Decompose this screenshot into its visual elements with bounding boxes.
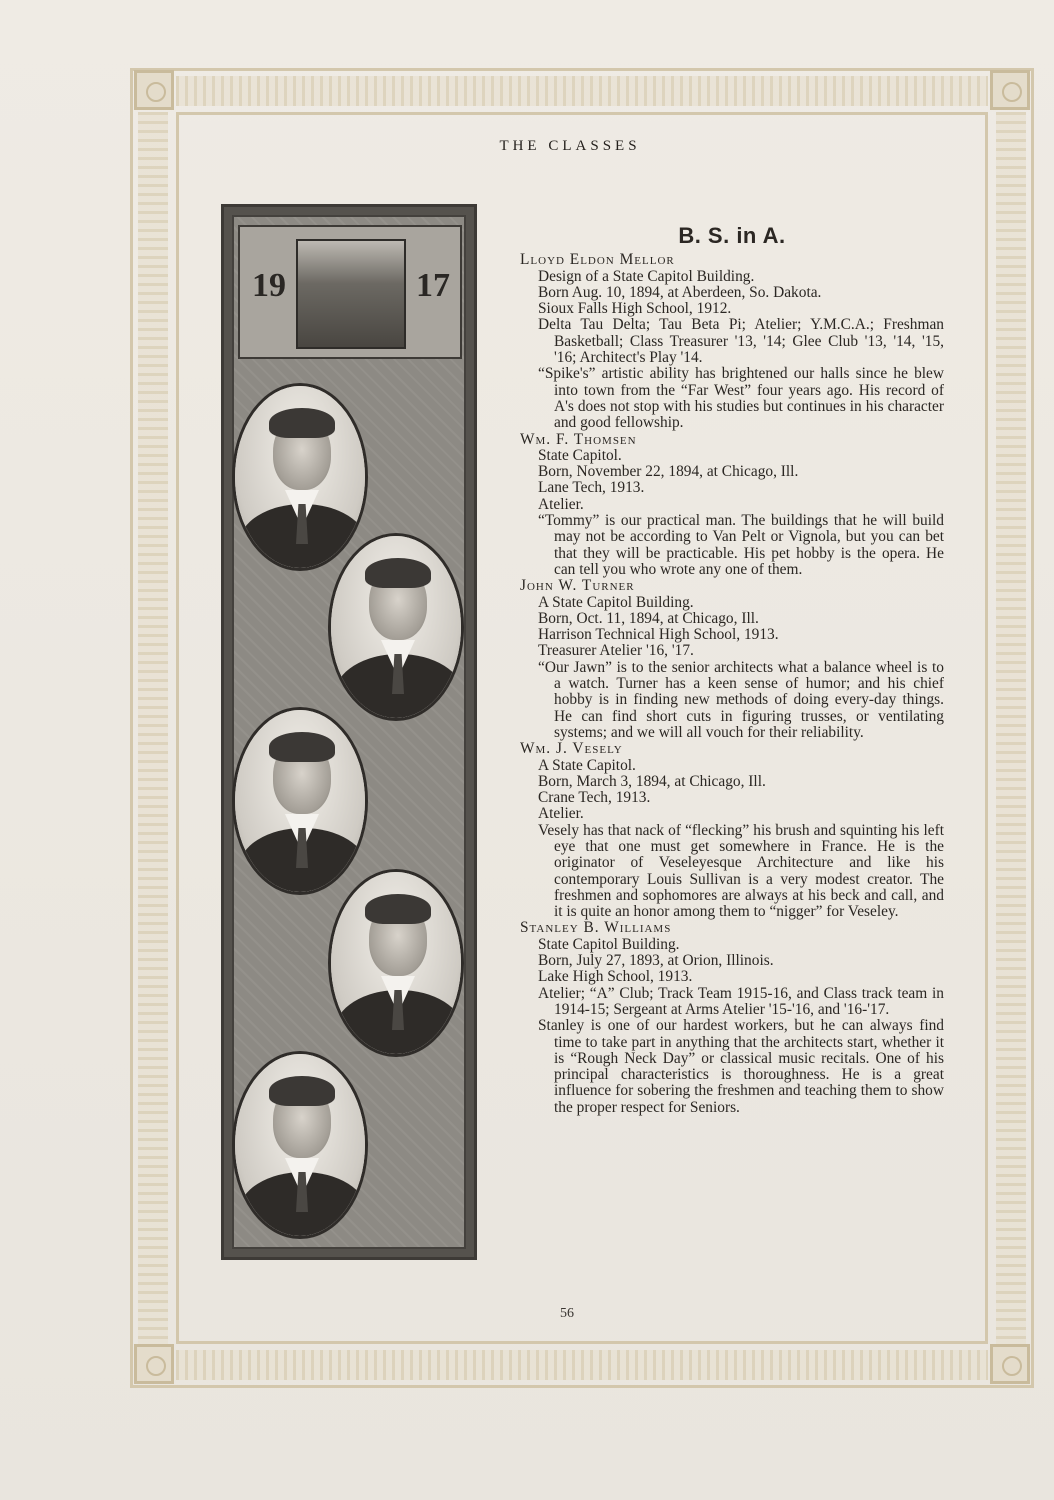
entry-name: Lloyd Eldon Mellor xyxy=(520,251,675,269)
entry-paragraph: Stanley is one of our hardest workers, but he can always find time to take part in anything that the architects start, whether it is “Rough Neck Day” or classical music recitals. One of his principal characteristics is thoroughness. He is a great influence for sobering the freshmen and teaching them to show the proper respect for Seniors. xyxy=(538,1017,944,1116)
corner-ornament-bottom-left xyxy=(134,1344,174,1384)
portrait-williams xyxy=(232,1051,368,1239)
entry-paragraph: Atelier; “A” Club; Track Team 1915-16, and Class track team in 1914-15; Sergeant at Arms Atelier '15-'16, and '16-'17. xyxy=(538,984,944,1018)
entry-line: Treasurer Atelier '16, '17. xyxy=(538,642,694,660)
entry-name: Stanley B. Williams xyxy=(520,919,672,937)
year-left: 19 xyxy=(252,267,286,304)
right-border-band xyxy=(996,112,1026,1344)
running-head: THE CLASSES xyxy=(499,138,641,154)
year-right: 17 xyxy=(416,267,450,304)
portrait-turner xyxy=(232,707,368,895)
building-illustration xyxy=(296,239,406,349)
entry-line: Design of a State Capitol Building. xyxy=(538,267,755,285)
entry-paragraph: “Our Jawn” is to the senior architects what a balance wheel is to a watch. Turner has a keen sense of humor; and his chief hobby is in finding new methods of doing every-day things. He can find short cuts in figuring trusses, or ventilating systems; and we will all vouch for their reliability. xyxy=(538,658,944,741)
entry-line: Born, July 27, 1893, at Orion, Illinois. xyxy=(538,952,774,970)
bottom-border-band xyxy=(176,1350,988,1380)
entry-paragraph: Delta Tau Delta; Tau Beta Pi; Atelier; Y.M.C.A.; Freshman Basketball; Class Treasurer '13, '14; Glee Club '13, '14, '15, '16; Architect's Play '14. xyxy=(538,316,944,367)
entry-paragraph: “Spike's” artistic ability has brightened our halls since he blew into town from the “Far West” four years ago. His record of A's does not stop with his studies but continues in his character and good fellowship. xyxy=(538,365,944,432)
entry-name: Wm. J. Vesely xyxy=(520,740,623,758)
corner-ornament-top-left xyxy=(134,70,174,110)
entry-line: Born, November 22, 1894, at Chicago, Ill. xyxy=(538,463,799,481)
entry-line: A State Capitol. xyxy=(538,756,636,774)
section-title: B. S. in A. xyxy=(678,223,786,248)
entry-line: Atelier. xyxy=(538,495,584,513)
entry-line: Sioux Falls High School, 1912. xyxy=(538,300,732,318)
corner-ornament-bottom-right xyxy=(990,1344,1030,1384)
entry-name: John W. Turner xyxy=(520,577,635,595)
entry-paragraph: “Tommy” is our practical man. The buildings that he will build may not be according to Van Pelt or Vignola, but you can bet that they will be practicable. His pet hobby is the opera. He can tell you who wrote any one of them. xyxy=(538,512,944,578)
portrait-panel xyxy=(221,204,477,1260)
biography-text xyxy=(520,223,944,1116)
entry-line: Born, March 3, 1894, at Chicago, Ill. xyxy=(538,772,766,790)
entry-mellor xyxy=(520,252,944,431)
entry-line: State Capitol Building. xyxy=(538,935,680,953)
entry-paragraph: Vesely has that nack of “flecking” his brush and squinting his left eye that one must get somewhere in France. He is the originator of Veseleyesque Architecture and like his contemporary Louis Sullivan is a very modest creator. The freshmen and sophomores are always at his beck and call, and it is quite an honor among them to “nigger” for Veseley. xyxy=(538,821,944,921)
entry-line: Born Aug. 10, 1894, at Aberdeen, So. Dakota. xyxy=(538,283,822,301)
entry-williams xyxy=(520,920,944,1116)
page-number: 56 xyxy=(560,1306,574,1321)
building-vignette xyxy=(238,225,462,359)
entry-line: Lane Tech, 1913. xyxy=(538,479,645,497)
left-border-band xyxy=(138,112,168,1344)
portrait-thomsen xyxy=(328,533,464,721)
entry-vesely xyxy=(520,741,944,920)
entry-thomsen xyxy=(520,432,944,579)
entry-line: Atelier. xyxy=(538,805,584,823)
entry-line: Crane Tech, 1913. xyxy=(538,789,651,807)
entry-line: State Capitol. xyxy=(538,446,622,464)
portrait-vesely xyxy=(328,869,464,1057)
entry-line: Born, Oct. 11, 1894, at Chicago, Ill. xyxy=(538,609,759,627)
entry-line: Lake High School, 1913. xyxy=(538,968,693,986)
entry-name: Wm. F. Thomsen xyxy=(520,430,637,448)
entry-turner xyxy=(520,578,944,741)
entry-line: A State Capitol Building. xyxy=(538,593,694,611)
corner-ornament-top-right xyxy=(990,70,1030,110)
entry-line: Harrison Technical High School, 1913. xyxy=(538,626,779,644)
top-border-band xyxy=(176,76,988,106)
